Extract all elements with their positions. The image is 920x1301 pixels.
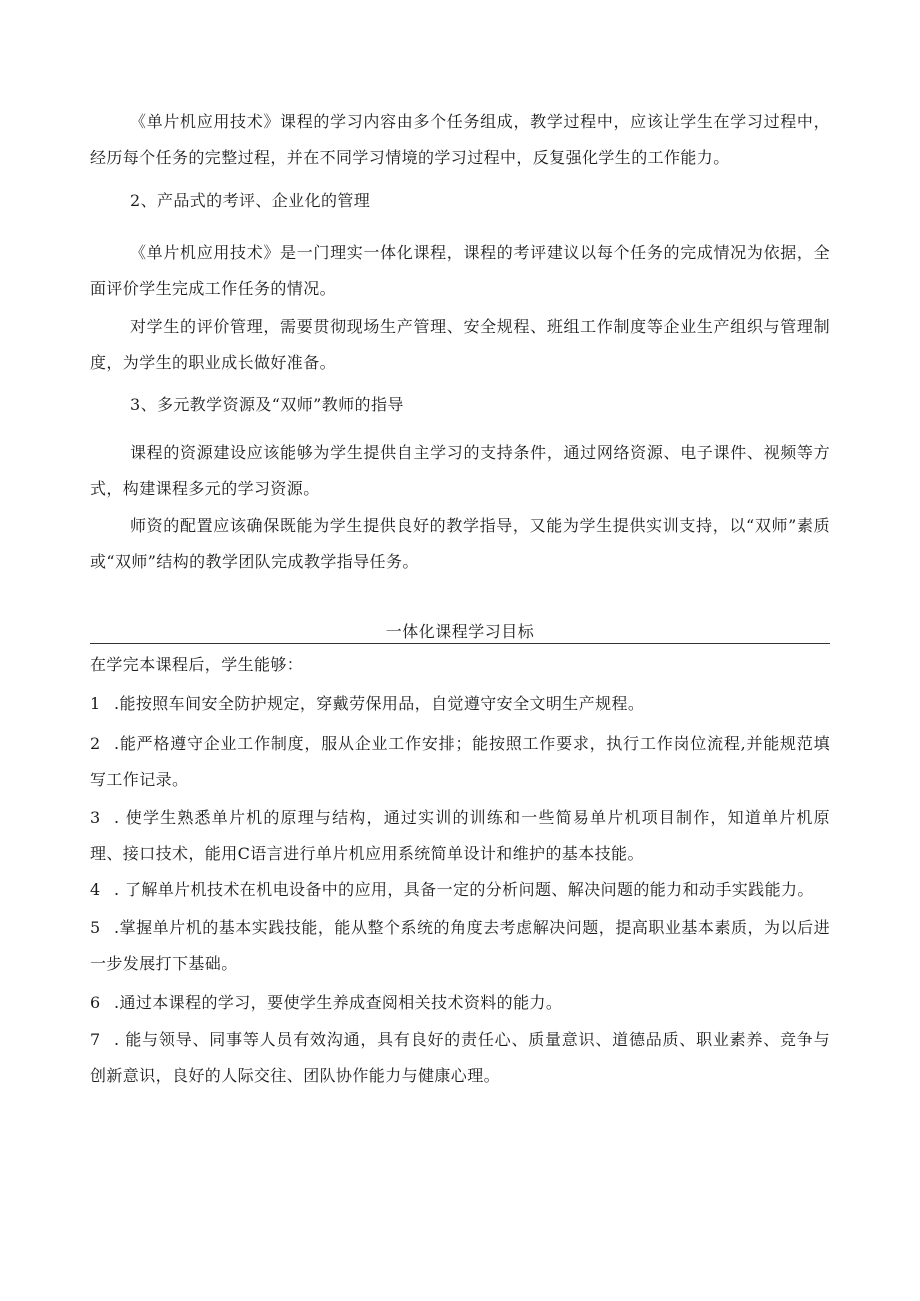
objective-item (90, 985, 830, 1021)
objective-item (90, 726, 830, 798)
section2-paragraph-2: 对学生的评价管理，需要贯彻现场生产管理、安全规程、班组工作制度等企业生产组织与管理制度，为学生的职业成长做好准备。 (90, 317, 830, 372)
section2-heading: 2、产品式的考评、企业化的管理 (130, 191, 371, 210)
objective-number: 1 (90, 694, 101, 713)
objective-item (90, 910, 830, 982)
objective-item (90, 1022, 830, 1094)
section2-paragraph-1: 《单片机应用技术》是一门理实一体化课程，课程的考评建议以每个任务的完成情况为依据，全面评价学生完成工作任务的情况。 (90, 243, 830, 298)
objective-number: 5 (90, 918, 101, 937)
objective-text: .通过本课程的学习，要使学生养成查阅相关技术资料的能力。 (114, 993, 563, 1012)
objective-text: .能严格遵守企业工作制度，服从企业工作安排；能按照工作要求，执行工作岗位流程,并能规范填写工作记录。 (90, 734, 830, 789)
objective-text: .掌握单片机的基本实践技能，能从整个系统的角度去考虑解决问题，提高职业基本素质，为以后进一步发展打下基础。 (90, 918, 830, 973)
section3-paragraph-2: 师资的配置应该确保既能为学生提供良好的教学指导，又能为学生提供实训支持，以“双师”素质或“双师”结构的教学团队完成教学指导任务。 (90, 516, 830, 571)
section1-paragraph: 《单片机应用技术》课程的学习内容由多个任务组成，教学过程中，应该让学生在学习过程中，经历每个任务的完整过程，并在不同学习情境的学习过程中，反复强化学生的工作能力。 (90, 112, 830, 167)
objective-number: 2 (90, 734, 101, 753)
objective-text: .能按照车间安全防护规定，穿戴劳保用品，自觉遵守安全文明生产规程。 (114, 694, 645, 713)
objective-number: 6 (90, 993, 101, 1012)
section3-heading: 3、多元教学资源及“双师”教师的指导 (130, 395, 404, 414)
objective-number: 7 (90, 1030, 101, 1049)
section3-paragraph-1: 课程的资源建设应该能够为学生提供自主学习的支持条件，通过网络资源、电子课件、视频等方式，构建课程多元的学习资源。 (90, 443, 830, 498)
objective-item (90, 686, 830, 722)
objectives-title: 一体化课程学习目标 (385, 622, 535, 641)
objective-text: . 了解单片机技术在机电设备中的应用，具备一定的分析问题、解决问题的能力和动手实践能力。 (114, 880, 814, 899)
objective-number: 4 (90, 880, 101, 899)
objective-text: . 能与领导、同事等人员有效沟通，具有良好的责任心、质量意识、道德品质、职业素养、竞争与创新意识，良好的人际交往、团队协作能力与健康心理。 (90, 1030, 830, 1085)
objective-item (90, 800, 830, 872)
objective-item (90, 872, 830, 908)
title-divider (90, 643, 830, 644)
objective-number: 3 (90, 808, 101, 827)
objective-text: . 使学生熟悉单片机的原理与结构，通过实训的训练和一些简易单片机项目制作，知道单片机原理、接口技术，能用C语言进行单片机应用系统简单设计和维护的基本技能。 (90, 808, 830, 863)
objectives-intro: 在学完本课程后，学生能够： (90, 655, 304, 674)
